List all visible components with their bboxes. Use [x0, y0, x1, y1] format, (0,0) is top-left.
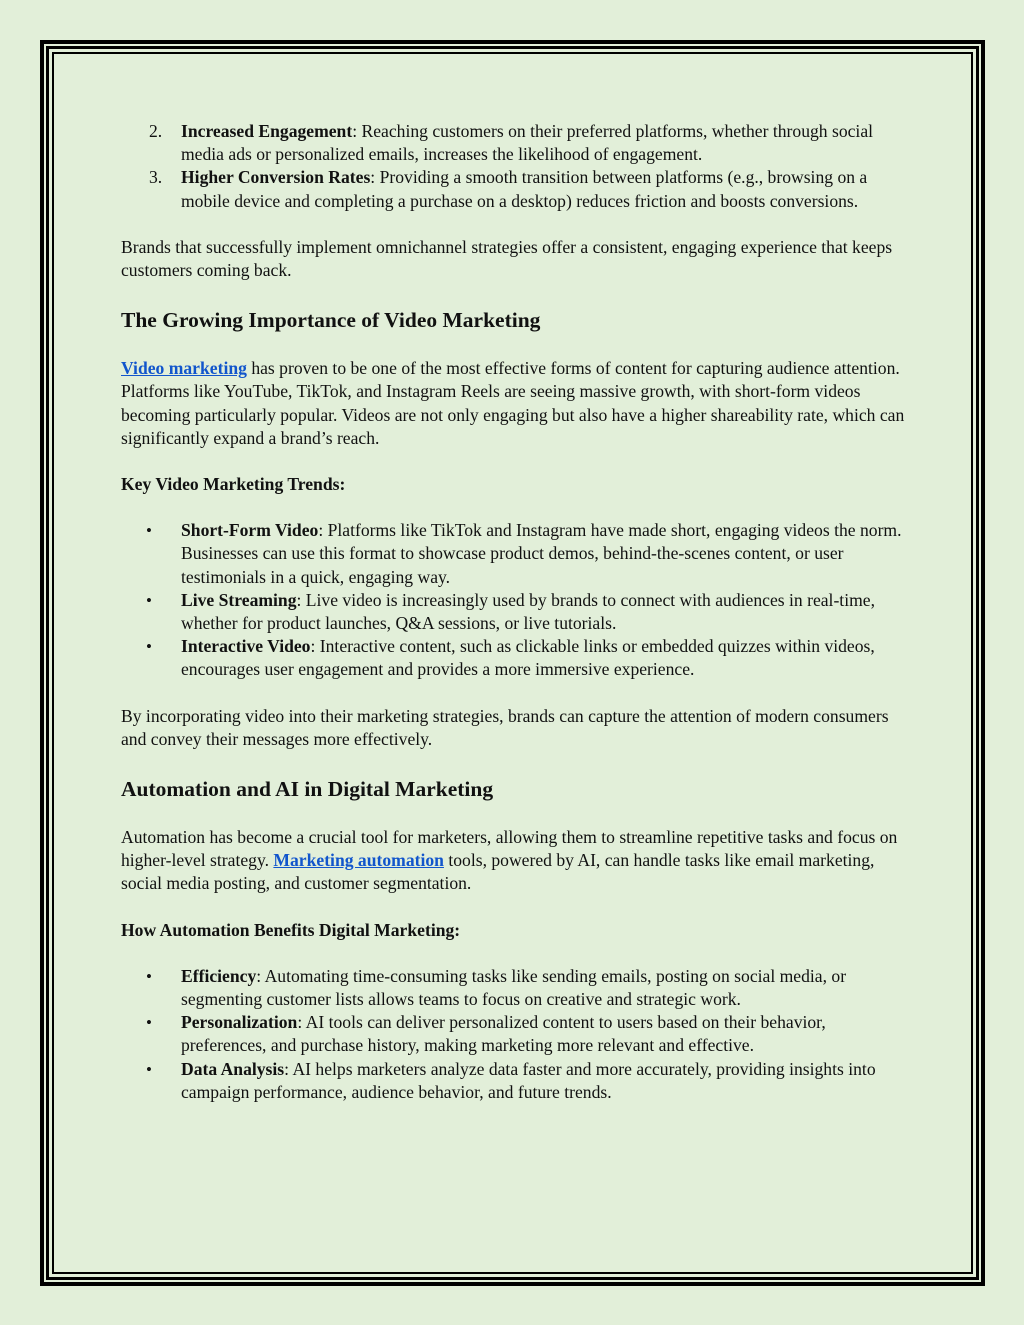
omnichannel-summary: Brands that successfully implement omnichannel strategies offer a consistent, engaging experience that keeps customers coming back. [121, 236, 893, 281]
list-term: Interactive Video [181, 636, 311, 657]
video-trends-subheading: Key Video Marketing Trends: [121, 474, 346, 495]
bullet-icon: • [146, 590, 152, 610]
list-item [121, 166, 907, 212]
list-text: : Platforms like TikTok and Instagram have made short, engaging videos the norm. Businesses can use this format to showcase product demos, behind-the-scenes content, or user testimonials in a quick, engaging way. [181, 520, 902, 587]
list-term: Short-Form Video [181, 520, 319, 541]
list-text: : AI tools can deliver personalized content to users based on their behavior, preferences, and purchase history, making marketing more relevant and effective. [181, 1012, 826, 1056]
bullet-icon: • [146, 637, 152, 657]
list-text: : Providing a smooth transition between platforms (e.g., browsing on a mobile device and completing a purchase on a desktop) reduces friction and boosts conversions. [181, 167, 868, 211]
bullet-icon: • [146, 1059, 152, 1079]
list-text: : Live video is increasingly used by brands to connect with audiences in real-time, whether for product launches, Q&A sessions, or live tutorials. [181, 589, 875, 634]
list-item [121, 1011, 907, 1057]
list-item [121, 635, 907, 681]
bullet-icon: • [146, 521, 152, 541]
list-item [121, 120, 907, 166]
bullet-icon: • [146, 966, 152, 986]
marketing-automation-link[interactable]: Marketing automation [273, 850, 444, 871]
video-summary: By incorporating video into their marketing strategies, brands can capture the attention of modern consumers and convey their messages more effectively. [121, 705, 889, 749]
bullet-icon: • [146, 1013, 152, 1033]
automation-benefits-list [121, 965, 907, 1104]
automation-benefits-subheading: How Automation Benefits Digital Marketing: [121, 919, 461, 940]
document-body [121, 120, 907, 1104]
list-text: : Interactive content, such as clickable links or embedded quizzes within videos, encourages user engagement and provides a more immersive experience. [181, 636, 875, 680]
numbered-list [121, 120, 907, 213]
list-item [121, 589, 907, 635]
list-text: : Reaching customers on their preferred platforms, whether through social media ads or personalized emails, increases the likelihood of engagement. [181, 121, 874, 165]
automation-intro-paragraph [121, 826, 907, 896]
list-item [121, 519, 907, 589]
list-term: Increased Engagement [181, 121, 353, 141]
list-term: Higher Conversion Rates [181, 167, 371, 188]
automation-section-heading: Automation and AI in Digital Marketing [121, 777, 494, 802]
video-trends-list [121, 519, 907, 681]
automation-intro-text: Automation has become a crucial tool for marketers, allowing them to streamline repetitive tasks and focus on higher-level strategy. [121, 827, 898, 871]
list-number: 3. [149, 167, 163, 188]
video-section-heading: The Growing Importance of Video Marketing [121, 308, 541, 333]
video-intro-paragraph [121, 357, 907, 450]
list-item [121, 965, 907, 1011]
list-term: Live Streaming [181, 589, 297, 610]
list-term: Personalization [181, 1012, 298, 1033]
video-intro-text: has proven to be one of the most effective forms of content for capturing audience attention. Platforms like YouTube, TikTok, and Instagram Reels are seeing massive growth, with short-form videos becoming particularly popular. Videos are not only engaging but also have a higher shareability rate, which can significantly expand a brand’s reach. [121, 358, 905, 448]
list-text: : Automating time-consuming tasks like sending emails, posting on social media, or segmenting customer lists allows teams to focus on creative and strategic work. [181, 965, 847, 1010]
list-number: 2. [149, 121, 163, 141]
list-text: : AI helps marketers analyze data faster and more accurately, providing insights into campaign performance, audience behavior, and future trends. [181, 1058, 876, 1102]
automation-intro-text-cont: tools, powered by AI, can handle tasks like email marketing, social media posting, and customer segmentation. [121, 850, 875, 894]
list-item [121, 1058, 907, 1104]
list-term: Data Analysis [181, 1058, 285, 1079]
video-marketing-link[interactable]: Video marketing [121, 358, 247, 379]
list-term: Efficiency [181, 965, 257, 986]
